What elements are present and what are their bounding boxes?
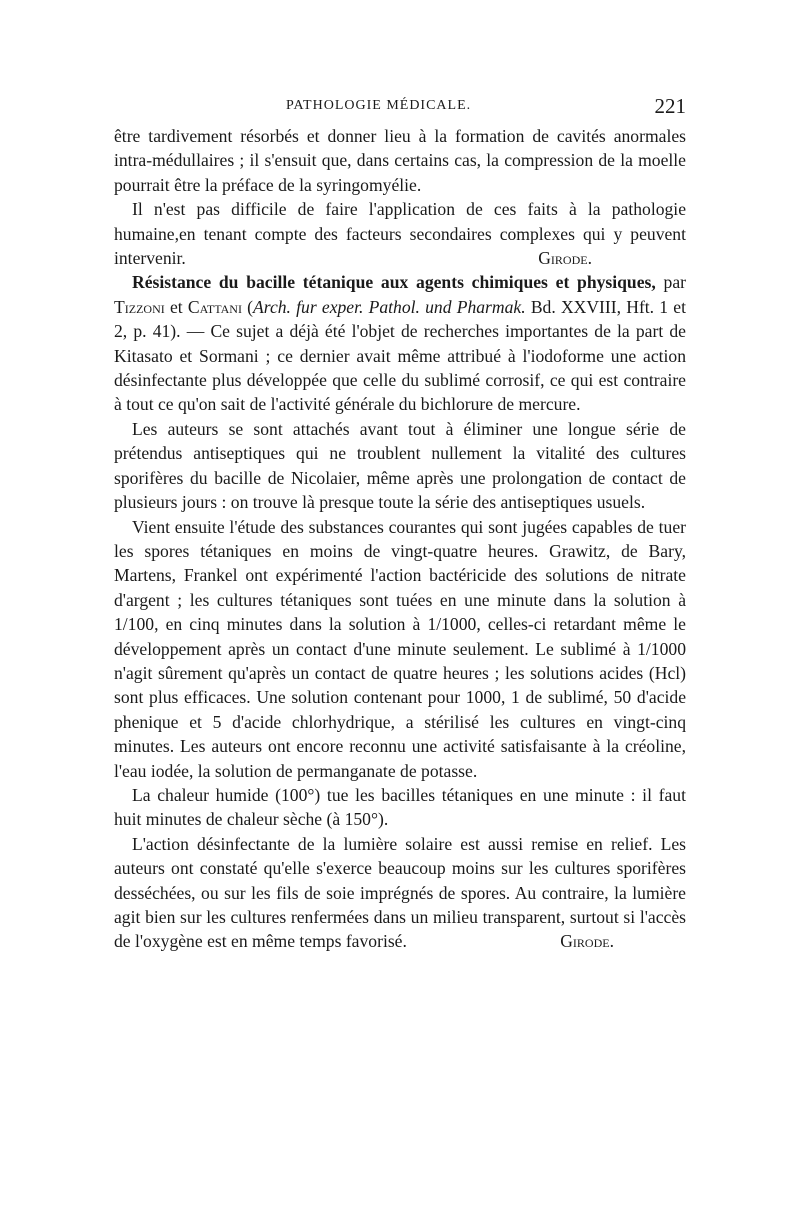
body-text (114, 124, 686, 954)
paragraph-conclusion (114, 197, 686, 270)
paragraph: Vient ensuite l'étude des substances courantes qui sont jugées capables de tuer les spores tétaniques en moins de vingt-quatre heures. Grawitz, de Bary, Martens, Frankel ont expérimenté l'action bactéricide des solutions de nitrate d'argent ; les cultures tétaniques sont tuées en une minute dans la solution à 1/100, en cinq minutes dans la solution à 1/1000, celles-ci retardant même le développement après un contact d'une minute seulement. Le sublimé à 1/1000 n'agit sûrement qu'après un contact de quatre heures ; les solutions acides (Hcl) sont plus efficaces. Une solution contenant pour 1000, 1 de sublimé, 50 d'acide phenique et 5 d'acide chlorhydrique, a stérilisé les cultures en vingt-cinq minutes. Les auteurs ont encore reconnu une activité satisfaisante à la créoline, l'eau iodée, la solution de permanganate de potasse. (114, 516, 686, 781)
paragraph-text: Il n'est pas difficile de faire l'application de ces faits à la pathologie humaine,en tenant compte des facteurs secondaires complexes qui y peuvent intervenir. (114, 199, 686, 269)
article-body: — Ce sujet a déjà été l'objet de recherches importantes de la part de Kitasato et Sormani ; ce dernier avait même attribué à l'iodoforme une action désinfectante plus développée que celle du sublimé corrosif, ce qui est contraire à tout ce qu'on sait de l'activité générale du bichlorure de mercure. (114, 321, 686, 415)
author-name: Tizzoni (114, 296, 165, 317)
running-head: PATHOLOGIE MÉDICALE. (286, 98, 472, 113)
citation: Bd. XXVIII, Hft. 1 et 2, p. 41). (114, 296, 686, 342)
page-number: 221 (654, 94, 686, 118)
article-paragraph: Résistance du bacille tétanique aux agents chimiques et physiques, par Tizzoni et Cattani (Arch. fur exper. Pathol. und Pharmak. Bd. XXVIII, Hft. 1 et 2, p. 41). — Ce sujet a déjà été l'objet de recherches importantes de la part de Kitasato et Sormani ; ce dernier avait même attribué à l'iodoforme une action désinfectante plus développée que celle du sublimé corrosif, ce qui est contraire à tout ce qu'on sait de l'activité générale du bichlorure de mercure. (114, 272, 686, 415)
page-header (114, 96, 686, 122)
paragraph: La chaleur humide (100°) tue les bacilles tétaniques en une minute : il faut huit minutes de chaleur sèche (à 150°). (114, 784, 686, 830)
article-and: et (169, 296, 183, 317)
paragraph-continuation: être tardivement résorbés et donner lieu à la formation de cavités anormales intra-médullaires ; il s'ensuit que, dans certains cas, la compression de la moelle pourrait être la préface de la syringomyélie. (114, 126, 686, 195)
paragraph-final (114, 832, 686, 954)
signature: Girode. (538, 248, 592, 269)
article-title: Résistance du bacille tétanique aux agents chimiques et physiques, (132, 272, 656, 293)
article-by: par (663, 272, 686, 293)
signature: Girode. (560, 931, 614, 952)
author-name: Cattani (187, 296, 242, 317)
paragraph: Les auteurs se sont attachés avant tout à éliminer une longue série de prétendus antiseptiques qui ne troublent nullement la vitalité des cultures sporifères du bacille de Nicolaier, même après une prolongation de contact de plusieurs jours : on trouve là presque toute la série des antiseptiques usuels. (114, 418, 686, 513)
paragraph-text: L'action désinfectante de la lumière solaire est aussi remise en relief. Les auteurs ont constaté qu'elle s'exerce beaucoup moins sur les cultures sporifères desséchées, ou sur les fils de soie imprégnés de spores. Au contraire, la lumière agit bien sur les cultures renfermées dans un milieu transparent, surtout si l'accès de l'oxygène est en même temps favorisé. (114, 833, 686, 952)
journal-title: Arch. fur exper. Pathol. und Pharmak. (253, 296, 526, 317)
